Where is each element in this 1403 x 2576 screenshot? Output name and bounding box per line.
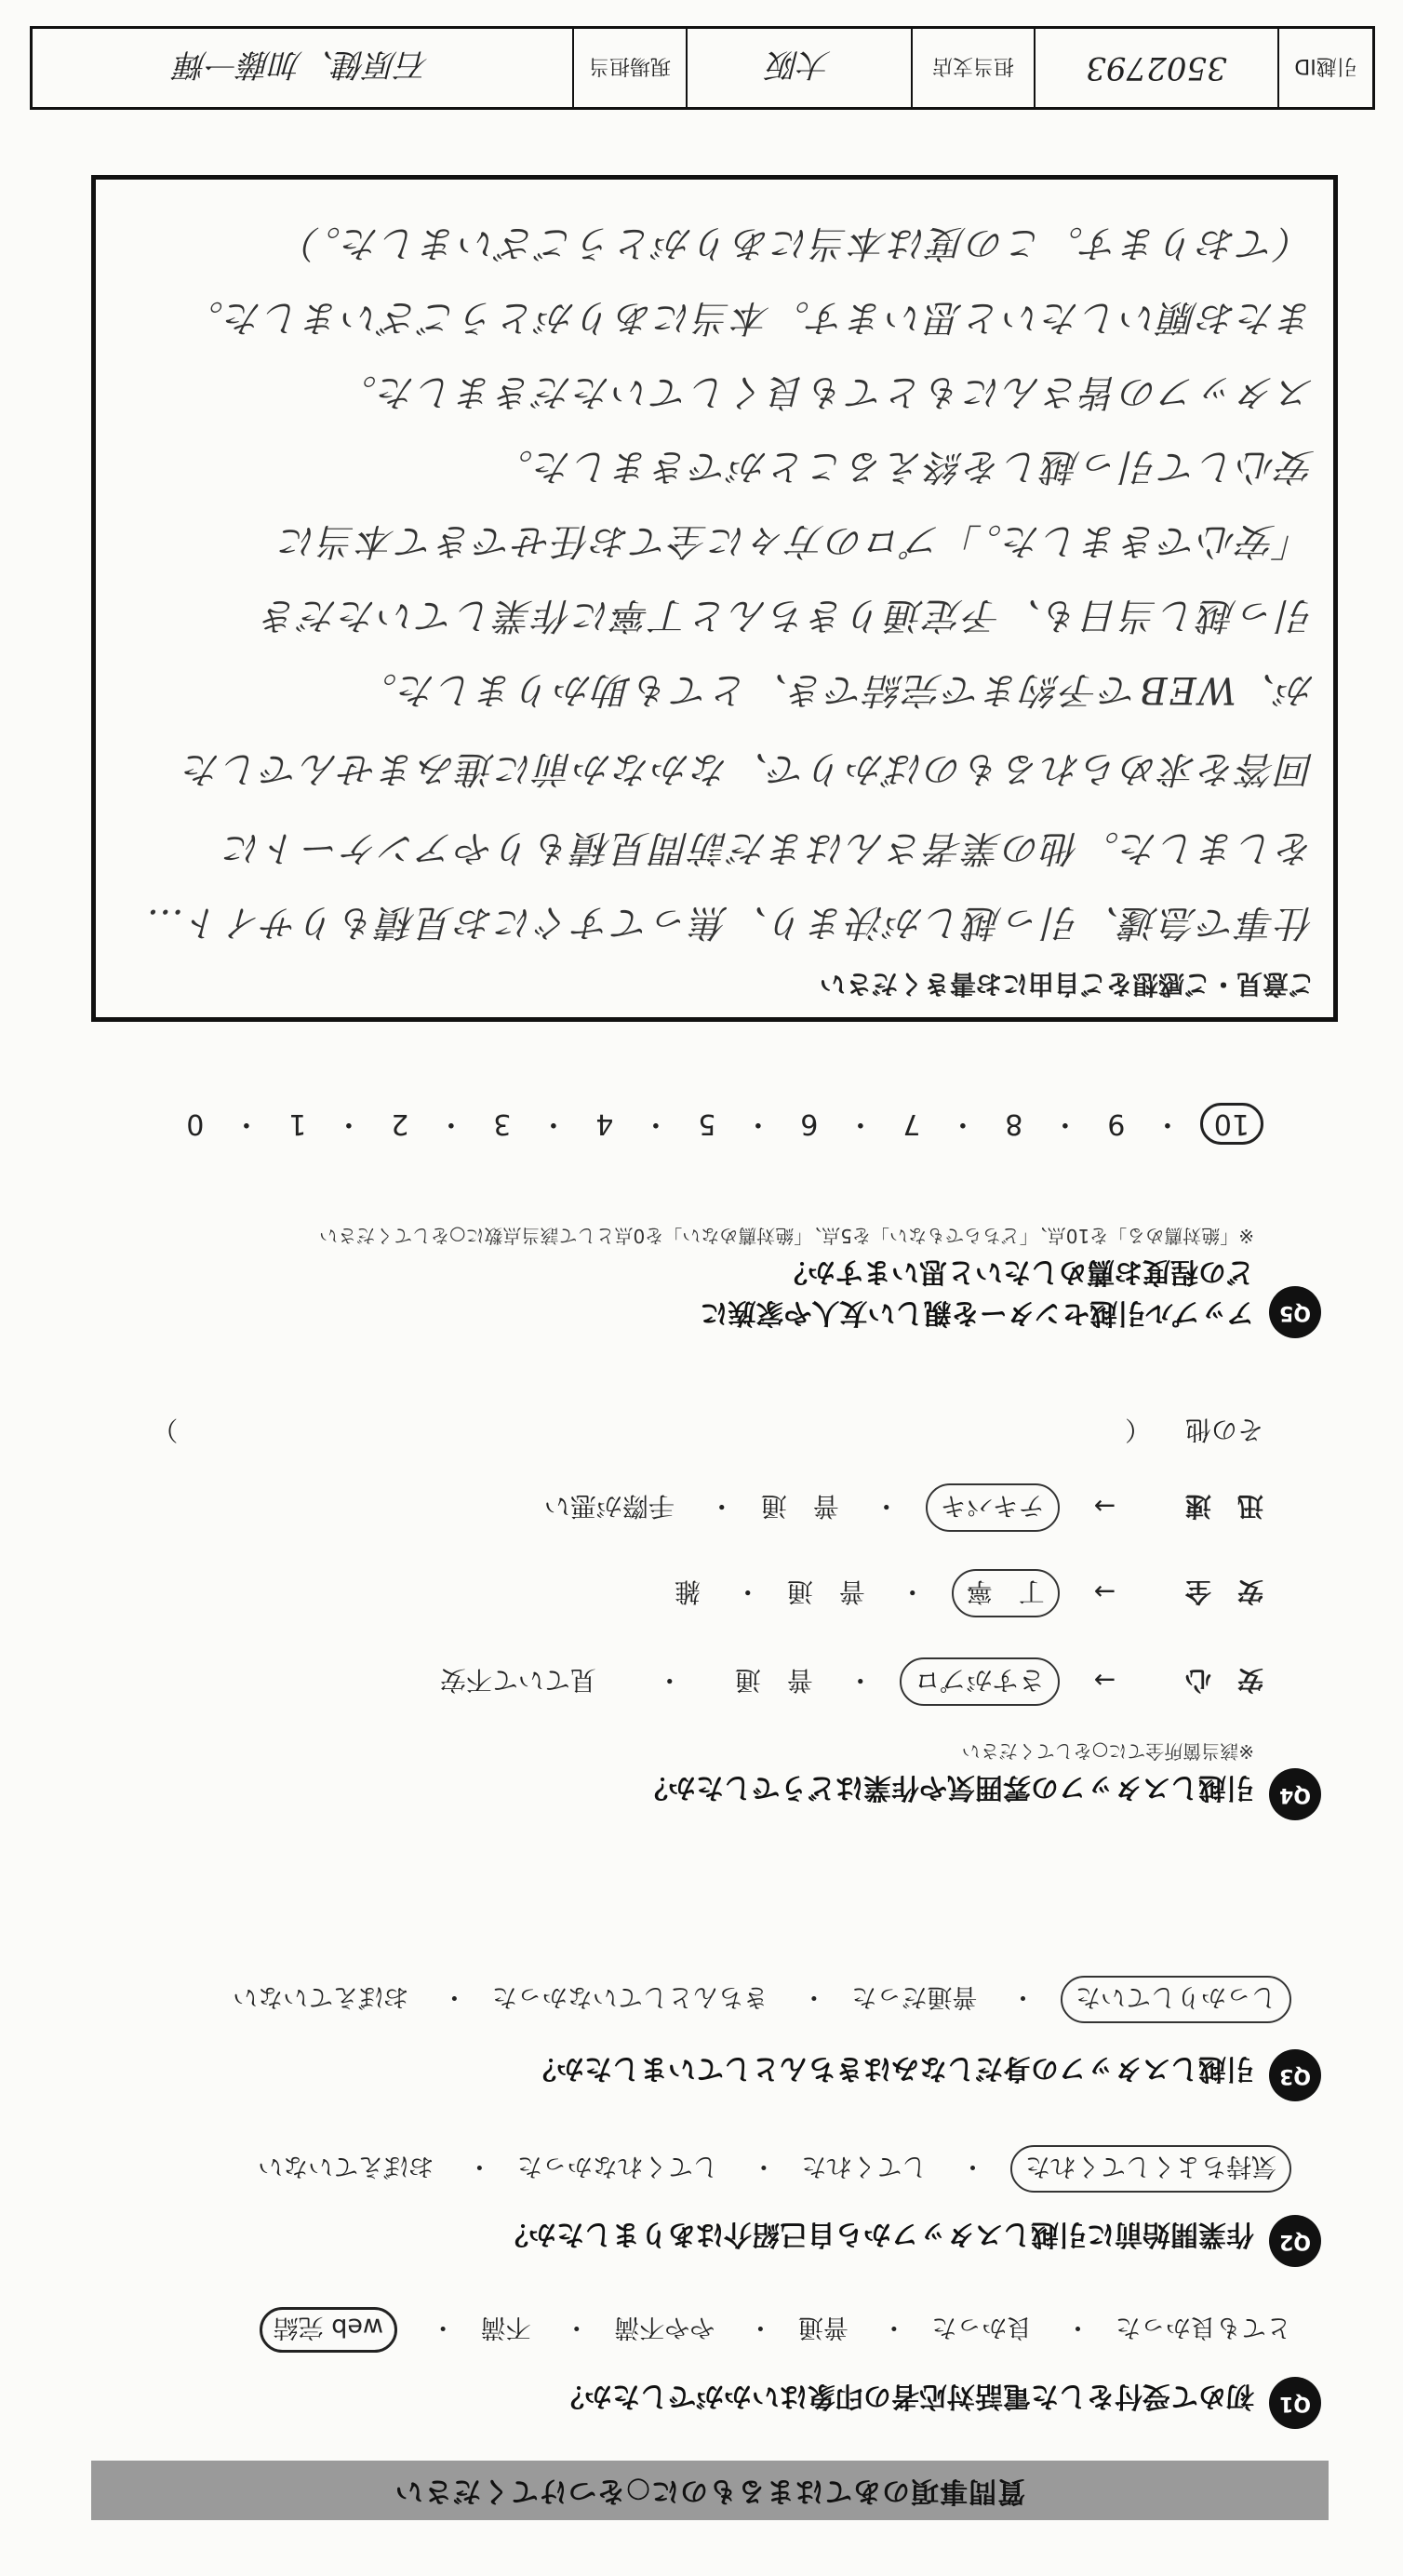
instructions-banner: 質問事項のあてはまるものに○をつけてください [91,2461,1329,2520]
q5-scale [177,1103,1263,1147]
branch-value[interactable]: 大阪 [686,29,911,107]
q1-badge: Q1 [1269,2377,1321,2429]
q5-question-line1: アップル引越センターを親しい友人や家族に [700,1296,1254,1329]
separator: ・ [232,1107,261,1140]
q4-row-anzen: 安 全 → 丁 寧 ・ 普 通 ・ 雑 [675,1569,1263,1617]
q4-other-open: （ [1125,1415,1152,1445]
staff-value[interactable]: 石原健、加藤一輝 [176,46,429,84]
staff-label: 現場担当 [572,29,686,107]
q5-note: ※「絶対薦める」を10点、「どちらでもない」を5点、「絶対薦めない」を0点として該当点数に○をしてください [319,1225,1254,1247]
id-value[interactable]: 3502793 [1034,29,1277,107]
separator: ・ [1153,1107,1182,1140]
comment-line: スタッフの皆さんにもとても良くしていただきました。 [338,370,1315,413]
q5-score[interactable]: 6 [800,1107,819,1140]
q3-options: しっかりしていた ・ 普通だった ・ きちんとしていなかった ・ おぼえていない [233,1976,1291,2023]
q5-score[interactable]: 4 [595,1107,614,1140]
arrow-right-icon: → [1093,1491,1116,1522]
q2-option[interactable]: してくれなかった [516,2152,718,2180]
q4-option[interactable]: 普 通 [734,1665,813,1696]
comment-line: またお願いしたいと思います。本当にありがとうございました。 [184,296,1315,339]
q1-option[interactable]: とても良かった [1116,2313,1291,2341]
q4-question: 引越しスタッフの雰囲気や作業はどうでしたか？ [640,1771,1254,1804]
q5-score-selected[interactable]: 10 [1200,1103,1263,1145]
comment-line: 「安心できました。」プロの方々に全てお任せできて本当に [278,519,1315,562]
comment-line: （ております。この度は本当にありがとうございました。） [281,221,1315,264]
comment-line: が、WEBで予約まで完結でき、とても助かりました。 [357,668,1315,711]
q5-question-line2: どの程度お薦めしたいと思いますか？ [780,1255,1254,1288]
separator: ・ [436,1107,465,1140]
comment-line: 引っ越し当日も、予定通りきちんと丁寧に作業していただき [260,594,1315,637]
q4-option[interactable]: 普 通 [786,1576,865,1607]
q4-option[interactable]: 手際が悪い [543,1491,675,1522]
separator: ・ [334,1107,363,1140]
q3-badge: Q3 [1269,2049,1321,2101]
q1-option[interactable]: 普通 [797,2313,848,2341]
q5-score[interactable]: 3 [493,1107,512,1140]
q4-badge: Q4 [1269,1768,1321,1820]
q4-row-anshin: 安 心 → さすがプロ ・ 普 通 ・ 見ていて不安 [440,1657,1263,1706]
q4-option[interactable]: 雑 [674,1576,701,1607]
q2-badge: Q2 [1269,2215,1321,2267]
q4-row-jinsoku: 迅 速 → テキパキ ・ 普 通 ・ 手際が悪い [544,1483,1263,1532]
q4-note: ※該当箇所全てに○をしてください [961,1740,1254,1763]
q2-option-selected[interactable]: 気持ちよくしてくれた [1010,2145,1291,2193]
separator: ・ [743,1107,772,1140]
id-label: 引越ID [1277,29,1372,107]
separator: ・ [948,1107,977,1140]
q2-option[interactable]: してくれた [801,2152,928,2180]
comment-line: 回答を求められるものばかりで、なかなか前に進みませんでした [181,747,1315,790]
q3-option[interactable]: 普通だった [851,1982,978,2011]
arrow-right-icon: → [1093,1576,1116,1607]
comment-line: 安心して引っ越しを終えることができました。 [494,445,1315,488]
q4-other [152,1413,1263,1450]
q5-score[interactable]: 7 [902,1107,921,1140]
q3-option[interactable]: おぼえていない [233,1982,409,2011]
q5-score[interactable]: 2 [391,1107,409,1140]
comment-title: ご意見・ご感想をご自由にお書きください [819,969,1315,1000]
branch-label: 担当支店 [911,29,1034,107]
q3-question: 引越しスタッフの身だしなみはきちんとしていましたか？ [528,2052,1254,2085]
q5-score[interactable]: 5 [698,1107,716,1140]
q5-score[interactable]: 1 [288,1107,307,1140]
q4-row-label: 安 全 [1184,1576,1263,1607]
q2-options: 気持ちよくしてくれた ・ してくれた ・ してくれなかった ・ おぼえていない [258,2145,1291,2193]
q5-score[interactable]: 9 [1107,1107,1126,1140]
q2-option[interactable]: おぼえていない [258,2152,434,2180]
q5-badge: Q5 [1269,1286,1321,1338]
separator: ・ [641,1107,670,1140]
q4-row-label: 迅 速 [1184,1491,1263,1522]
q1-options: とても良かった ・ 良かった ・ 普通 ・ やや不満 ・ 不満 ・ web 完結 [260,2307,1291,2353]
q3-option[interactable]: きちんとしていなかった [491,1982,768,2011]
q5-score[interactable]: 0 [186,1107,205,1140]
q4-option[interactable]: 見ていて不安 [439,1665,596,1696]
separator: ・ [846,1107,875,1140]
q1-question: 初めて受付をした電話対応者の印象はいかがでしたか？ [556,2380,1254,2412]
comment-box[interactable] [91,175,1338,1022]
q4-other-close: ） [152,1415,179,1445]
footer-table [30,26,1375,110]
q1-option[interactable]: やや不満 [614,2313,715,2341]
q5-score[interactable]: 8 [1005,1107,1023,1140]
q1-option[interactable]: 良かった [931,2313,1033,2341]
q4-other-label: その他 [1184,1415,1263,1445]
q2-question: 作業開始前に引越しスタッフから自己紹介はありましたか？ [501,2218,1254,2250]
q4-option[interactable]: 普 通 [760,1491,839,1522]
arrow-right-icon: → [1093,1665,1116,1696]
q4-option-selected[interactable]: 丁 寧 [952,1569,1060,1617]
q4-option-selected[interactable]: さすがプロ [900,1657,1060,1706]
separator: ・ [539,1107,568,1140]
q3-option-selected[interactable]: しっかりしていた [1061,1976,1291,2023]
q1-option[interactable]: 不満 [480,2313,531,2341]
q4-row-label: 安 心 [1184,1665,1263,1696]
comment-line: 仕事で急遽、引っ越しが決まり、焦ってすぐにお見積もりサイト… [144,901,1315,944]
q1-option-selected[interactable]: web 完結 [260,2307,397,2353]
comment-line: をしました。他の業者さんはまだ訪問見積もりやアンケートに [222,826,1315,869]
separator: ・ [1050,1107,1079,1140]
q4-option-selected[interactable]: テキパキ [926,1483,1060,1532]
